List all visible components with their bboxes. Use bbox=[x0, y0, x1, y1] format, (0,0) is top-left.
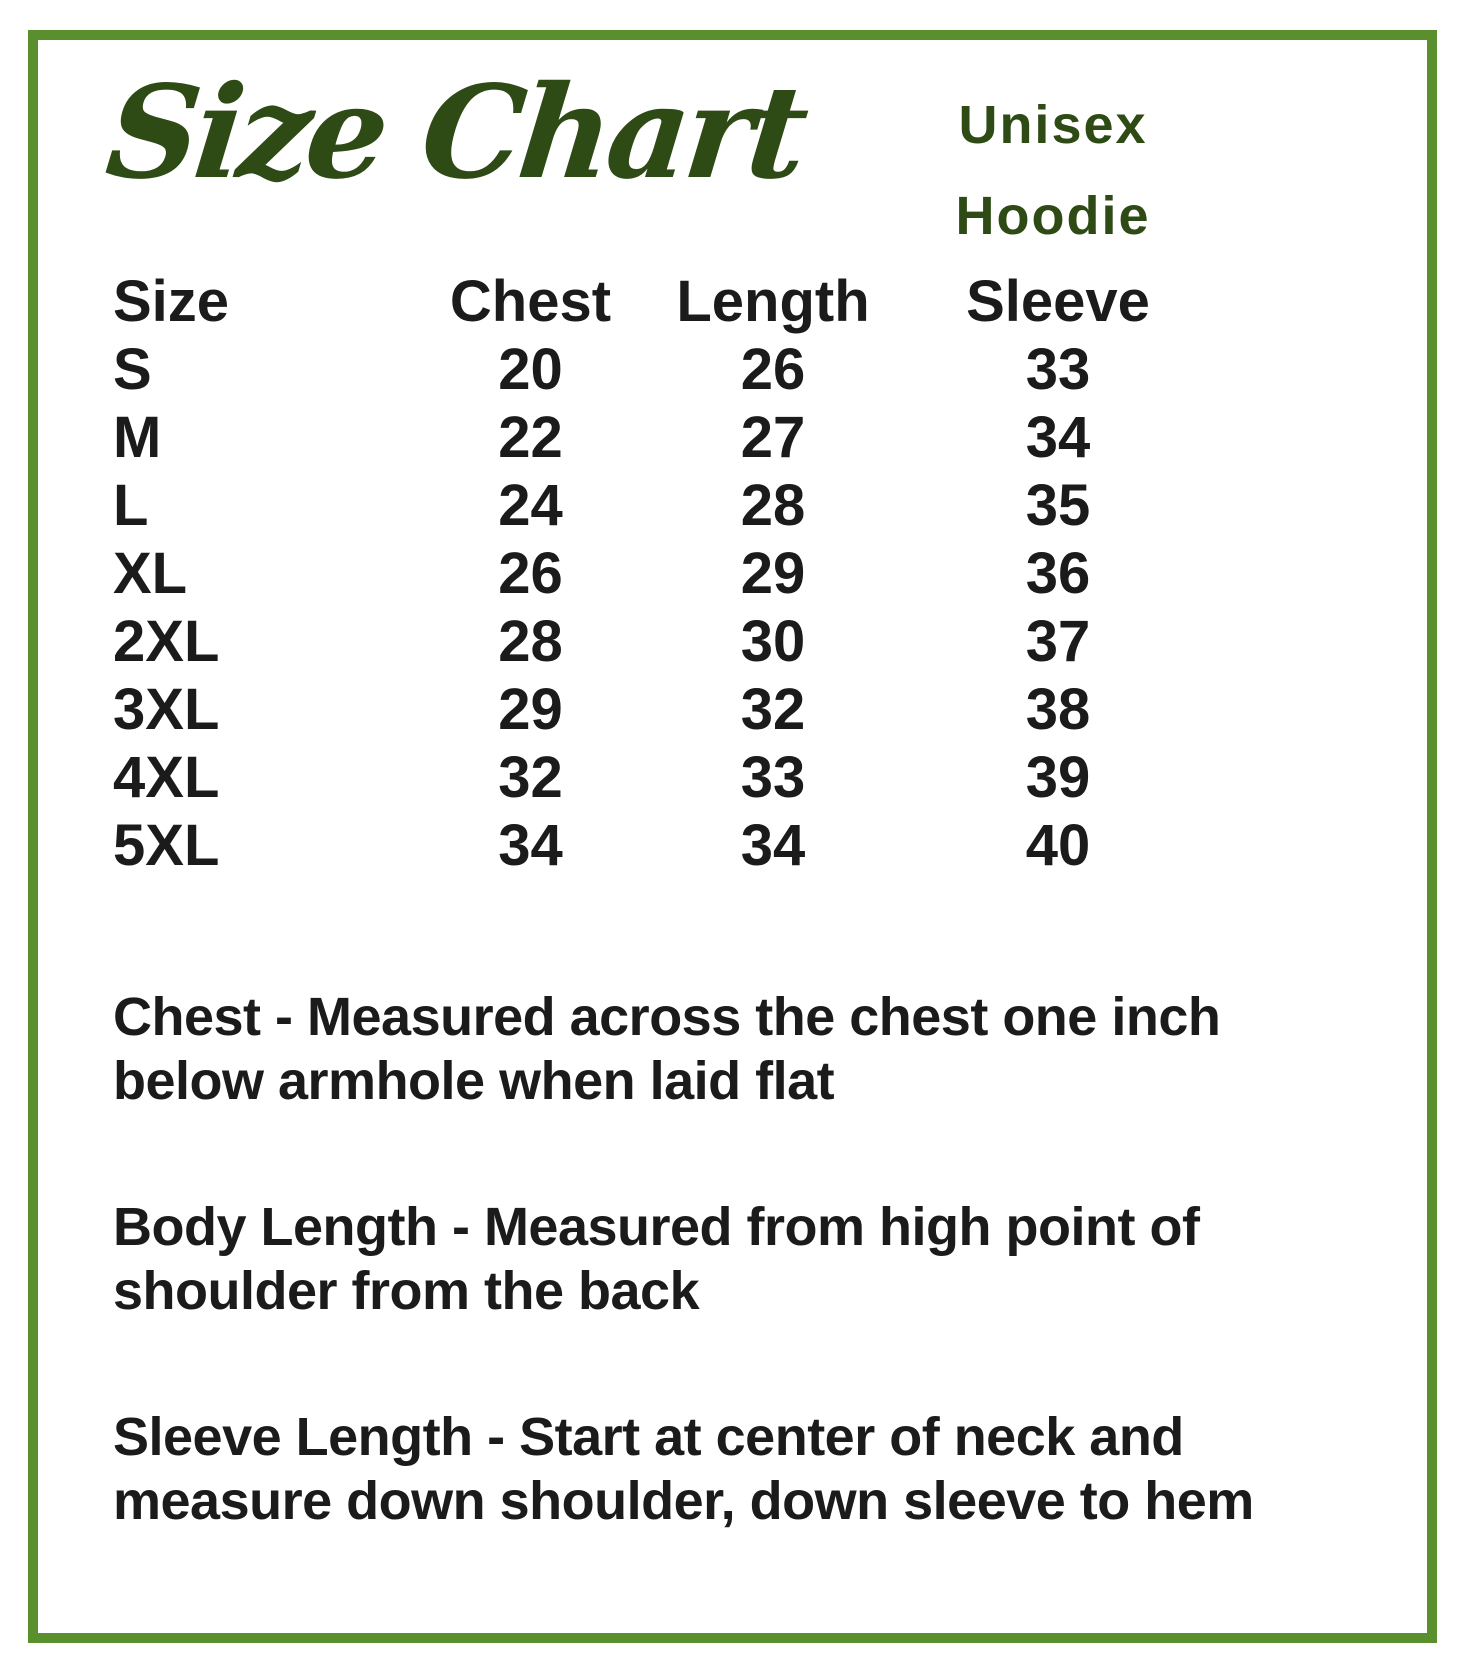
table-row bbox=[113, 812, 1427, 880]
cell-sleeve: 37 bbox=[1025, 609, 1091, 674]
table-row bbox=[113, 744, 1427, 812]
note-chest bbox=[113, 985, 1413, 1113]
cell-sleeve: 38 bbox=[1025, 677, 1091, 742]
page-title: Size Chart bbox=[100, 58, 811, 208]
column-header-length: Length bbox=[676, 269, 870, 334]
cell-length: 30 bbox=[740, 609, 806, 674]
table-header-row bbox=[113, 268, 1427, 336]
cell-chest: 26 bbox=[498, 541, 563, 606]
note-body-length-line2: shoulder from the back bbox=[113, 1261, 700, 1321]
table-row bbox=[113, 404, 1427, 472]
product-name-line1: Unisex bbox=[958, 95, 1148, 155]
cell-chest: 20 bbox=[498, 337, 563, 402]
cell-length: 29 bbox=[740, 541, 806, 606]
cell-size: 2XL bbox=[113, 609, 220, 674]
product-name bbox=[898, 80, 1208, 262]
cell-sleeve: 35 bbox=[1025, 473, 1091, 538]
cell-size: 5XL bbox=[113, 813, 220, 878]
cell-length: 32 bbox=[740, 677, 806, 742]
note-body-length bbox=[113, 1195, 1413, 1323]
table-row bbox=[113, 608, 1427, 676]
cell-chest: 28 bbox=[498, 609, 563, 674]
cell-chest: 22 bbox=[498, 405, 563, 470]
table-row bbox=[113, 540, 1427, 608]
cell-size: XL bbox=[113, 541, 188, 606]
note-sleeve-length-line2: measure down shoulder, down sleeve to hem bbox=[113, 1471, 1254, 1531]
measurement-notes bbox=[113, 985, 1413, 1615]
cell-length: 28 bbox=[740, 473, 806, 538]
note-sleeve-length-line1: Sleeve Length - Start at center of neck and bbox=[113, 1407, 1184, 1467]
cell-chest: 34 bbox=[498, 813, 563, 878]
cell-size: S bbox=[113, 337, 152, 402]
cell-length: 34 bbox=[740, 813, 806, 878]
table-row bbox=[113, 336, 1427, 404]
cell-sleeve: 36 bbox=[1025, 541, 1091, 606]
cell-size: L bbox=[113, 473, 149, 538]
cell-sleeve: 33 bbox=[1025, 337, 1091, 402]
cell-chest: 32 bbox=[498, 745, 563, 810]
cell-chest: 29 bbox=[498, 677, 563, 742]
size-table bbox=[38, 268, 1427, 880]
cell-length: 26 bbox=[740, 337, 806, 402]
cell-sleeve: 34 bbox=[1025, 405, 1091, 470]
column-header-size: Size bbox=[113, 269, 230, 334]
cell-chest: 24 bbox=[498, 473, 563, 538]
cell-size: 3XL bbox=[113, 677, 220, 742]
cell-length: 33 bbox=[740, 745, 806, 810]
cell-size: M bbox=[113, 405, 162, 470]
note-body-length-line1: Body Length - Measured from high point of bbox=[113, 1197, 1200, 1257]
cell-size: 4XL bbox=[113, 745, 220, 810]
cell-sleeve: 39 bbox=[1025, 745, 1091, 810]
note-sleeve-length bbox=[113, 1405, 1413, 1533]
size-chart-card bbox=[28, 30, 1437, 1643]
note-chest-line1: Chest - Measured across the chest one inch bbox=[113, 987, 1221, 1047]
table-row bbox=[113, 676, 1427, 744]
cell-sleeve: 40 bbox=[1025, 813, 1091, 878]
cell-length: 27 bbox=[740, 405, 806, 470]
column-header-sleeve: Sleeve bbox=[966, 269, 1150, 334]
product-name-line2: Hoodie bbox=[955, 186, 1151, 246]
table-row bbox=[113, 472, 1427, 540]
note-chest-line2: below armhole when laid flat bbox=[113, 1051, 835, 1111]
column-header-chest: Chest bbox=[449, 269, 612, 334]
